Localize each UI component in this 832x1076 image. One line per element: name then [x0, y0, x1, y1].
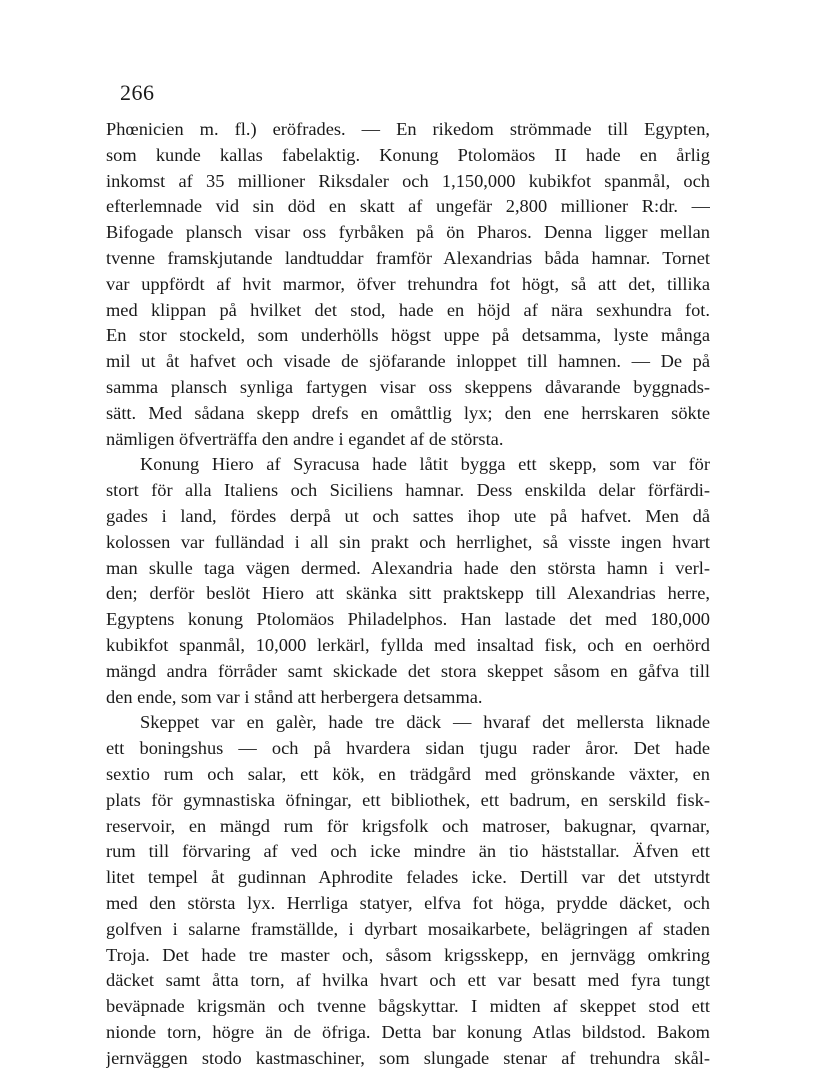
text-line: Troja. Det hade tre master och, såsom krigsskepp, en jernvägg omkring — [106, 944, 710, 965]
text-line: tvenne framskjutande landtuddar framför Alexandrias båda hamnar. Tornet — [106, 247, 710, 268]
text-line: som kunde kallas fabelaktig. Konung Ptolomäos II hade en årlig — [106, 144, 710, 165]
text-line: gades i land, fördes derpå ut och sattes ihop ute på hafvet. Men då — [106, 505, 710, 526]
text-line: jernväggen stodo kastmaschiner, som slungade stenar af trehundra skål- — [106, 1047, 710, 1068]
text-line: En stor stockeld, som underhölls högst uppe på detsamma, lyste många — [106, 325, 710, 346]
paragraph — [106, 710, 710, 1071]
paragraph — [106, 452, 710, 710]
text-line: kolossen var fulländad i all sin prakt och herrlighet, så visste ingen hvart — [106, 531, 710, 552]
text-line: Phœnicien m. fl.) eröfrades. — En rikedom strömmade till Egypten, — [106, 119, 710, 139]
text-line: nionde torn, högre än de öfriga. Detta bar konung Atlas bildstod. Bakom — [106, 1021, 710, 1042]
text-line: sextio rum och salar, ett kök, en trädgård med grönskande växter, en — [106, 763, 710, 784]
body-text — [106, 117, 710, 1071]
text-line: den; derför beslöt Hiero att skänka sitt praktskepp till Alexandrias herre, — [106, 583, 710, 604]
page-number: 266 — [120, 80, 155, 105]
text-line: med den största lyx. Herrliga statyer, elfva fot höga, prydde däcket, och — [106, 892, 710, 913]
text-line: reservoir, en mängd rum för krigsfolk och matroser, bakugnar, qvarnar, — [106, 815, 710, 836]
text-line: Bifogade plansch visar oss fyrbåken på ön Pharos. Denna ligger mellan — [106, 222, 710, 243]
text-line: Egyptens konung Ptolomäos Philadelphos. Han lastade det med 180,000 — [106, 609, 710, 630]
text-line: var uppfördt af hvit marmor, öfver trehundra fot högt, så att det, tillika — [106, 273, 710, 294]
text-line: man skulle taga vägen dermed. Alexandria hade den största hamn i verl- — [106, 557, 710, 578]
text-line: beväpnade krigsmän och tvenne bågskyttar. I midten af skeppet stod ett — [106, 996, 710, 1017]
paragraph — [106, 117, 710, 452]
text-line: nämligen öfverträffa den andre i egandet af de största. — [106, 428, 504, 449]
text-line: samma plansch synliga fartygen visar oss skeppens dåvarande byggnads- — [106, 376, 710, 397]
text-line: plats för gymnastiska öfningar, ett bibliothek, ett badrum, en serskild fisk- — [106, 789, 710, 810]
text-line: stort för alla Italiens och Siciliens hamnar. Dess enskilda delar förfärdi- — [106, 480, 710, 501]
text-line: kubikfot spanmål, 10,000 lerkärl, fyllda med insaltad fisk, och en oerhörd — [106, 634, 710, 655]
text-line: däcket samt åtta torn, af hvilka hvart och ett var besatt med fyra tungt — [106, 970, 710, 991]
text-line: inkomst af 35 millioner Riksdaler och 1,150,000 kubikfot spanmål, och — [106, 170, 710, 191]
text-line: den ende, som var i stånd att herbergera detsamma. — [106, 686, 483, 707]
text-line: mängd andra förråder samt skickade det stora skeppet såsom en gåfva till — [106, 660, 710, 681]
text-line: mil ut åt hafvet och visade de sjöfarande inloppet till hamnen. — De på — [106, 351, 710, 372]
text-line: Konung Hiero af Syracusa hade låtit bygga ett skepp, som var för — [140, 454, 710, 475]
text-line: golfven i salarne framställde, i dyrbart mosaikarbete, belägringen af staden — [106, 918, 710, 939]
text-line: Skeppet var en galèr, hade tre däck — hvaraf det mellersta liknade — [140, 712, 710, 733]
text-line: efterlemnade vid sin död en skatt af ungefär 2,800 millioner R:dr. — — [106, 196, 710, 217]
text-line: sätt. Med sådana skepp drefs en omåttlig lyx; den ene herrskaren sökte — [106, 402, 710, 423]
text-line: ett boningshus — och på hvardera sidan tjugu rader åror. Det hade — [106, 738, 710, 759]
text-line: med klippan på hvilket det stod, hade en höjd af nära sexhundra fot. — [106, 299, 710, 320]
text-line: rum till förvaring af ved och icke mindre än tio häststallar. Äfven ett — [106, 841, 710, 862]
text-line: litet tempel åt gudinnan Aphrodite felades icke. Dertill var det utstyrdt — [106, 867, 710, 888]
